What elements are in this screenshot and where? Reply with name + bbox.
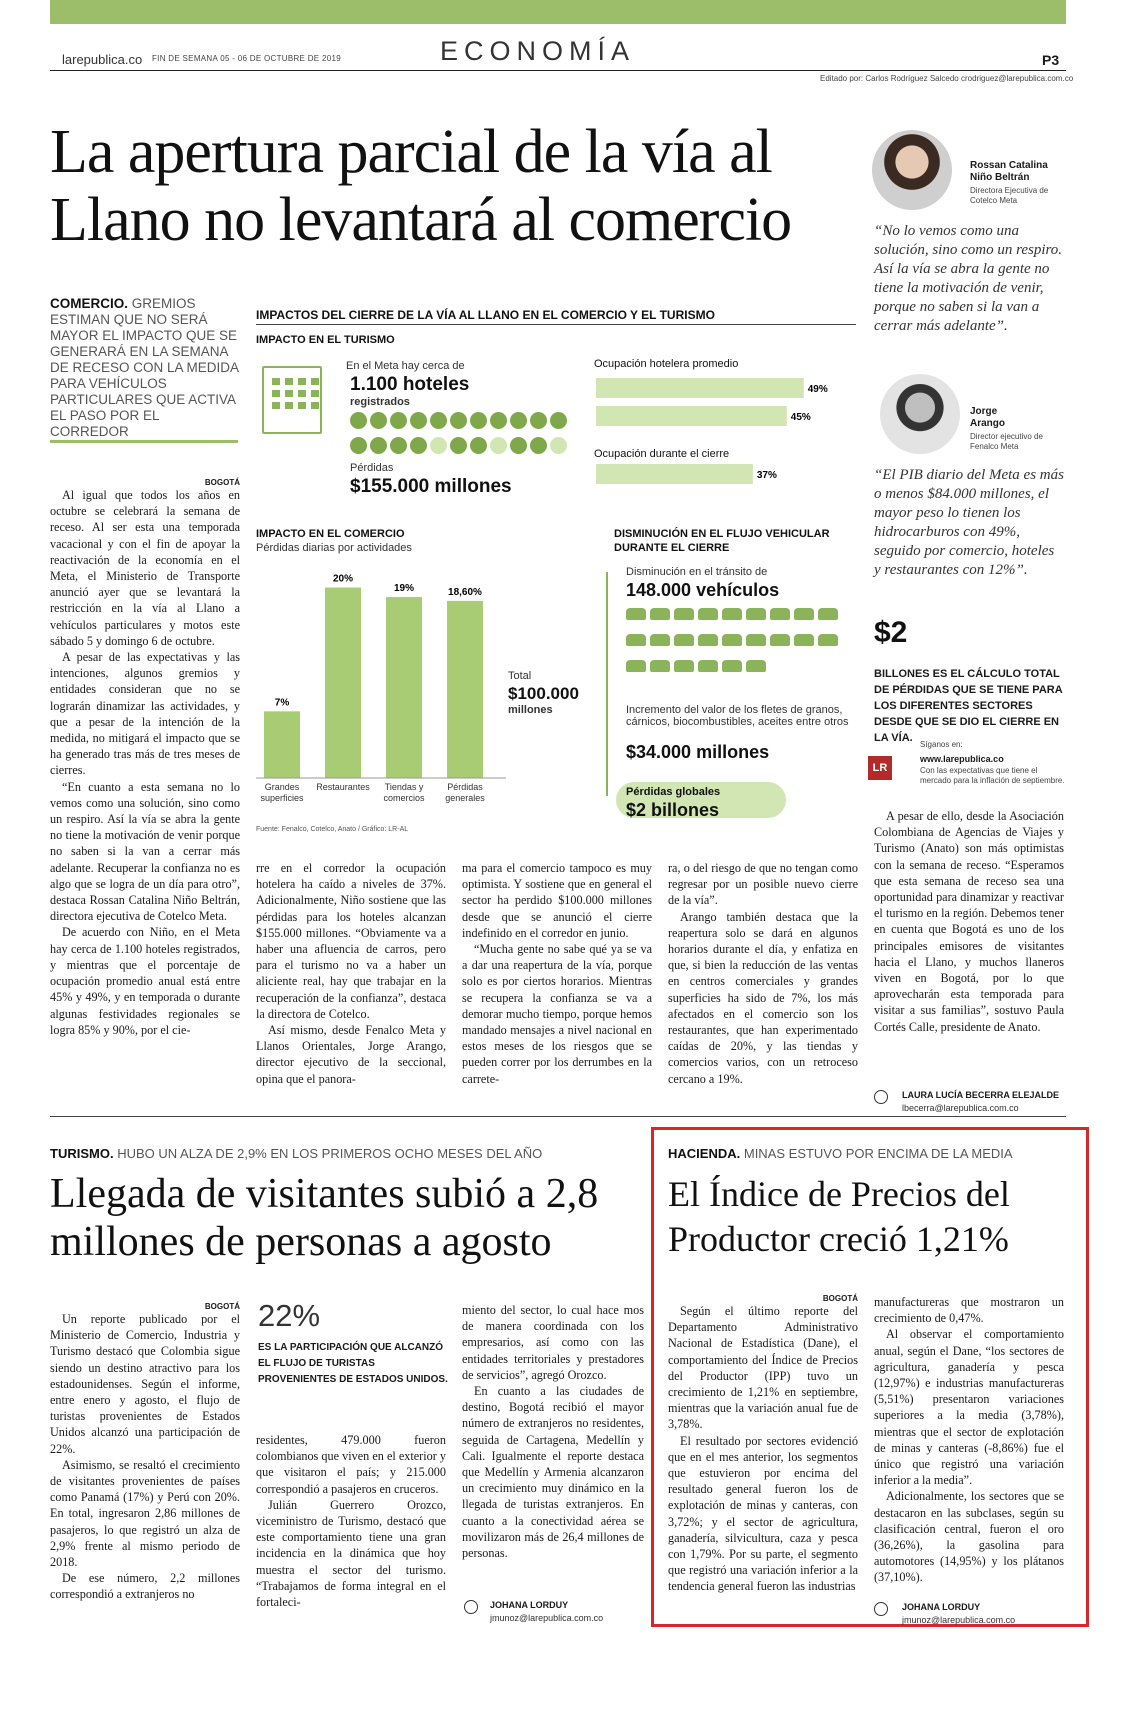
commerce-bar-label: 7%	[274, 697, 290, 709]
car-icon	[770, 634, 790, 646]
avatar-rossan	[872, 130, 952, 210]
article-column-1	[50, 478, 240, 1038]
side-email[interactable]: lbecerra@larepublica.com.co	[902, 1103, 1019, 1113]
total-label: Total	[508, 670, 532, 682]
commerce-category-label: comercios	[383, 793, 425, 803]
name-line: Jorge	[970, 406, 998, 417]
hotel-dot	[510, 412, 527, 429]
car-icon	[650, 634, 670, 646]
car-icon	[818, 634, 838, 646]
commerce-impact-title: IMPACTO EN EL COMERCIO	[256, 528, 405, 540]
hotel-dot	[430, 412, 447, 429]
sidebar-column	[874, 808, 1064, 1035]
car-icon	[650, 608, 670, 620]
car-icon	[674, 660, 694, 672]
car-icon	[698, 660, 718, 672]
infographic-title: IMPACTOS DEL CIERRE DE LA VÍA AL LLANO EN EL COMERCIO Y EL TURISMO	[256, 308, 715, 322]
occupancy-bar	[596, 406, 787, 426]
car-icon	[746, 608, 766, 620]
headline-line: Productor creció 1,21%	[668, 1219, 1009, 1259]
car-icon	[746, 634, 766, 646]
car-icon	[698, 634, 718, 646]
kicker-text: MINAS ESTUVO POR ENCIMA DE LA MEDIA	[743, 1146, 1013, 1161]
hacienda-email[interactable]: jmunoz@larepublica.com.co	[902, 1615, 1016, 1625]
occ-closure-label: Ocupación durante el cierre	[594, 448, 730, 460]
hotels-sub: registrados	[350, 396, 410, 408]
commerce-bar-label: 20%	[332, 573, 354, 585]
paragraph: De acuerdo con Niño, en el Meta hay cerca de 1.100 hoteles registrados, y mientras que el porcentaje de ocupación promedio anual está entre 45% y 49%, y en temporada o durante algunas festividades regionales se logra 85% y 90%, por el cie-	[50, 925, 240, 1037]
hotel-dot	[410, 437, 427, 454]
person2-role	[970, 432, 1043, 452]
person2-name	[970, 406, 1005, 430]
car-icon	[770, 608, 790, 620]
hotel-dot	[550, 412, 567, 429]
person1-role	[970, 186, 1048, 206]
commerce-bar	[264, 711, 300, 778]
freight-label: Incremento del valor de los fletes de granos, cárnicos, biocombustibles, aceites entre otros	[626, 704, 849, 728]
paragraph: Julián Guerrero Orozco, viceministro de Turismo, destacó que este comportamiento tiene una gran incidencia en la dinámica que hoy muestra el sector del turismo. “Trabajamos de forma integral en el fortaleci-	[256, 1497, 446, 1610]
author-icon	[874, 1090, 888, 1104]
commerce-category-label: Restaurantes	[316, 782, 370, 792]
editor-credit: Editado por: Carlos Rodríguez Salcedo crodriguez@larepublica.com.co	[820, 74, 1074, 83]
flow-title-1: DISMINUCIÓN EN EL FLUJO VEHICULAR	[614, 528, 830, 540]
hacienda-byline: JOHANA LORDUY	[902, 1602, 981, 1612]
kicker-tag: TURISMO.	[50, 1146, 114, 1161]
paragraph: ma para el comercio tampoco es muy optimista. Y sostiene que en general el sector ha perdido $100.000 millones desde que se anunció el cierre indefinido en el corredor en junio.	[462, 861, 652, 940]
hotel-dot	[490, 412, 507, 429]
flow-title-2: DURANTE EL CIERRE	[614, 542, 730, 554]
page-number: P3	[1042, 52, 1060, 68]
hotel-dots	[350, 412, 570, 462]
paragraph: Según el último reporte del Departamento Administrativo Nacional de Estadística (Dane), el comportamiento del Índice de Precios del Productor (IPP) tuvo un crecimiento de 1,21% en septiembre, mientras que la variación anual fue de 3,78%.	[668, 1304, 858, 1432]
lr-logo: LR	[868, 756, 892, 780]
masthead-rule	[50, 70, 1066, 71]
role-line: Director ejecutivo de	[970, 432, 1043, 441]
hotel-dot	[350, 437, 367, 454]
commerce-bar-chart	[256, 558, 506, 822]
brand-name[interactable]: larepublica.co	[62, 52, 143, 67]
total-value: $100.000	[508, 684, 579, 703]
occupancy-bar-label: 45%	[790, 412, 811, 423]
commerce-bar-label: 19%	[393, 583, 415, 595]
tourism-figure-text: ES LA PARTICIPACIÓN QUE ALCANZÓ EL FLUJO DE TURISTAS PROVENIENTES DE ESTADOS UNIDOS.	[258, 1342, 448, 1385]
hacienda-column-1	[668, 1294, 858, 1595]
headline-line: Llegada de visitantes subió a 2,8	[50, 1171, 599, 1217]
tourism-impact-title: IMPACTO EN EL TURISMO	[256, 334, 395, 346]
headline-line: El Índice de Precios del	[668, 1174, 1010, 1214]
paragraph: Un reporte publicado por el Ministerio de Comercio, Industria y Turismo destacó que Colombia sigue siendo un destino atractivo para los estadounidenses. Según el informe, entre enero y agosto, el flujo de turistas provenientes de Estados Unidos alcanzó una participación de 22%.	[50, 1312, 240, 1456]
paragraph: rre en el corredor la ocupación hotelera ha caído a niveles de 37%. Adicionalmente, Niño sostiene que las pérdidas para los hoteles alcanzan $155.000 millones. “Obviamente va a haber una afluencia de carros, pero para el turismo no va a haber un aliciente real, hay que trabajar en la recuperación de la confianza”, destaca la directora de Cotelco.	[256, 861, 446, 1021]
main-headline-line-2: Llano no levantará al comercio	[50, 186, 792, 254]
hotel-dot	[470, 412, 487, 429]
flow-label: Disminución en el tránsito de	[626, 566, 768, 578]
car-icon	[818, 608, 838, 620]
car-icon	[674, 634, 694, 646]
headline-line: millones de personas a agosto	[50, 1219, 552, 1265]
global-label: Pérdidas globales	[626, 786, 721, 798]
occupancy-bar-label: 37%	[756, 470, 777, 481]
paragraph: “En cuanto a esta semana no lo vemos como una solución, sino como un respiro. Así la vía se abra la gente no tiene la motivación de venir porque no saben si la van a cerrar más adelante. Recuperar la confianza no es algo que se logra de un día para otro”, destaca Rossan Catalina Niño Beltrán, directora ejecutiva de Cotelco Meta.	[50, 779, 240, 924]
hotel-dot	[410, 412, 427, 429]
dateline: BOGOTÁ	[204, 1302, 240, 1311]
hotel-dot	[390, 437, 407, 454]
paragraph: Asimismo, se resaltó el crecimiento de visitantes provenientes de países como Panamá (17%) y Perú con 20%. En total, ingresaron 2,86 millones de pasajeros, lo que registró un alza de 2,9% frente al mismo periodo de 2018.	[50, 1457, 240, 1570]
freight-value: $34.000 millones	[626, 742, 770, 762]
car-icon	[794, 634, 814, 646]
commerce-category-label: Grandes	[264, 782, 300, 792]
side-byline: LAURA LUCÍA BECERRA ELEJALDE	[902, 1090, 1060, 1100]
main-headline	[50, 118, 850, 254]
paragraph: De ese número, 2,2 millones correspondió a extranjeros no	[50, 1571, 240, 1602]
flow-line	[606, 572, 608, 796]
commerce-category-label: Pérdidas	[447, 782, 483, 792]
hotel-dot	[550, 437, 567, 454]
paragraph: Adicionalmente, los sectores que se destacaron en las subclases, según su clasificación central, fueron el oro (36,26%), la gasolina para automotores (14,95%) y los plátanos (37,10%).	[874, 1489, 1064, 1585]
section-divider	[50, 1116, 1066, 1117]
paragraph: miento del sector, lo cual hace mos de manera coordinada con los empresarios, así como con las entidades territoriales y prestadores de servicios”, agregó Orozco.	[462, 1303, 644, 1382]
section-title: ECONOMÍA	[440, 36, 636, 66]
quote-jorge: “El PIB diario del Meta es más o menos $84.000 millones, el mayor peso lo tienen los hidrocarburos con 49%, seguido por comercio, hoteles y restaurantes con 12%”.	[874, 467, 1064, 578]
total-unit: millones	[508, 704, 553, 716]
commerce-bar	[325, 588, 361, 778]
car-icon	[722, 608, 742, 620]
follow-site[interactable]: www.larepublica.co	[920, 754, 1004, 764]
dateline: BOGOTÁ	[204, 478, 240, 487]
hotel-dot	[430, 437, 447, 454]
infographic-source: Fuente: Fenalco, Cotelco, Anato / Gráfico: LR-AL	[256, 826, 409, 833]
paragraph: A pesar de las expectativas y las intenciones, algunos gremios y entidades consideran que no se lograrán dinamizar las actividades, y que a pesar de la intención de la medida, no mitigará el impacto que se ha generado tras más de tres meses de cierres.	[50, 650, 240, 778]
occupancy-bar-label: 49%	[807, 384, 828, 395]
occupancy-bar	[596, 378, 804, 398]
paragraph: manufactureras que mostraron un crecimiento de 0,47%.	[874, 1295, 1064, 1326]
tourism-figure: 22%	[258, 1298, 321, 1333]
car-icon	[626, 608, 646, 620]
hotel-dot	[510, 437, 527, 454]
tourism-column-2	[256, 1432, 446, 1610]
hacienda-kicker	[668, 1146, 1013, 1161]
car-icon	[722, 660, 742, 672]
hotel-dot	[450, 412, 467, 429]
commerce-bar-label: 18,60%	[448, 586, 482, 598]
kicker-tag: HACIENDA.	[668, 1146, 741, 1161]
commerce-impact-sub: Pérdidas diarias por actividades	[256, 542, 412, 554]
hotel-dot	[350, 412, 367, 429]
top-color-bar	[50, 0, 1066, 24]
tourism-kicker	[50, 1146, 542, 1161]
kicker-tag: COMERCIO.	[50, 296, 129, 311]
hotel-dot	[530, 412, 547, 429]
paragraph: Arango también destaca que la reapertura solo se dará en algunos horarios durante el día, y enfatiza en que, si bien la reducción de las ventas en centros comerciales y grandes superficies ha sido de 7%, los más afectados en el comercio son los restaurantes, que han experimentado caídas de 20%, y las tiendas y comercios varios, con un retroceso cercano a 19%.	[668, 909, 858, 1086]
kicker-text: GREMIOS ESTIMAN QUE NO SERÁ MAYOR EL IMPACTO QUE SE GENERARÁ EN LA SEMANA DE RECESO CON LA MEDIDA PARA VEHÍCULOS PARTICULARES QUE ACTIVA EL PASO POR EL CORREDOR	[50, 296, 239, 439]
car-icon	[722, 634, 742, 646]
author-icon	[874, 1602, 888, 1616]
main-kicker	[50, 296, 240, 440]
tourism-column-3	[462, 1302, 644, 1561]
infographic-rule	[256, 324, 856, 325]
hacienda-column-2	[874, 1294, 1064, 1586]
commerce-category-label: generales	[445, 793, 485, 803]
commerce-bar	[386, 597, 422, 778]
occupancy-bars	[596, 370, 860, 498]
paragraph: Al igual que todos los años en octubre se celebrará la semana de receso. Al ser esta una temporada vacacional y con el fin de apoyar la reactivación de la economía en el Meta, el Ministerio de Transporte anunció ayer que se levantará la restricción en la vía al Llano a vehículos particulares y motos este sábado 5 y domingo 6 de octubre.	[50, 488, 240, 648]
issue-date: FIN DE SEMANA 05 - 06 DE OCTUBRE DE 2019	[152, 54, 341, 63]
losses-label: Pérdidas	[350, 462, 394, 474]
hotels-label: En el Meta hay cerca de	[346, 360, 465, 372]
hotel-dot	[530, 437, 547, 454]
car-icon	[794, 608, 814, 620]
hacienda-headline	[668, 1172, 1078, 1262]
sidebar-figure: $2	[874, 616, 908, 649]
sidebar-figure-text: BILLONES ES EL CÁLCULO TOTAL DE PÉRDIDAS QUE SE TIENE PARA LOS DIFERENTES SECTORES DESDE QUE SE DIO EL CIERRE EN LA VÍA.	[874, 668, 1063, 744]
paragraph: Al observar el comportamiento anual, según el Dane, “los sectores de agricultura, ganadería y pesca (12,97%) e industrias manufactureras (5,51%) presentaron variaciones superiores a la media (3,78%), mientras que el sector de explotación de minas y canteras (-8,86%) fue el único que registró una variación inferior a la media”.	[874, 1327, 1064, 1488]
commerce-category-label: Tiendas y	[384, 782, 424, 792]
paragraph: residentes, 479.000 fueron colombianos que viven en el exterior y que visitaron el país; y 215.000 correspondió a pasajeros en cruceros.	[256, 1433, 446, 1496]
role-line: Cotelco Meta	[970, 196, 1018, 205]
car-icon	[746, 660, 766, 672]
article-column-3	[462, 860, 652, 1087]
commerce-bar	[447, 601, 483, 778]
role-line: Fenalco Meta	[970, 442, 1019, 451]
tourism-headline	[50, 1170, 650, 1266]
occ-avg-label: Ocupación hotelera promedio	[594, 358, 739, 370]
dateline: BOGOTÁ	[822, 1294, 858, 1303]
hotel-icon	[262, 366, 322, 434]
flow-value: 148.000 vehículos	[626, 580, 780, 600]
quote-rossan: “No lo vemos como una solución, sino como un respiro. Así la vía se abra la gente no tiene la motivación de venir, porque no saben si la van a cerrar más adelante”.	[874, 223, 1063, 334]
paragraph: Así mismo, desde Fenalco Meta y Llanos Orientales, Jorge Arango, director ejecutivo de la seccional, opina que el panora-	[256, 1023, 446, 1086]
tourism-email[interactable]: jmunoz@larepublica.com.co	[490, 1613, 604, 1623]
paragraph: “Mucha gente no sabe qué ya se va a dar una reapertura de la vía, porque solo es por ciertos horarios. Mientras se recupera la confianza se va a demorar mucho tiempo, porque hemos mandado mensajes a nivel nacional en estos meses de los riesgos que se pueden correr por los derrumbes en la carrete-	[462, 942, 652, 1086]
hotel-dot	[370, 412, 387, 429]
follow-label: Síganos en:	[920, 740, 963, 749]
global-value: $2 billones	[626, 800, 720, 820]
car-icon	[674, 608, 694, 620]
author-icon	[464, 1600, 478, 1614]
tourism-column-1	[50, 1302, 240, 1603]
paragraph: A pesar de ello, desde la Asociación Colombiana de Agencias de Viajes y Turismo (Anato) son más optimistas con la semana de receso. “Esperamos que esta semana de receso sea una oportunidad para dinamizar y reactivar el turismo en la región. Debemos tener en cuenta que Bogotá es uno de los principales emisores de visitantes hacia el Llano, y muchos llaneros viven en Bogotá, por lo que aprovecharán esta temporada para visitar a sus familias”, sostuvo Paula Cortés Calle, presidente de Anato.	[874, 809, 1064, 1034]
kicker-rule	[50, 440, 238, 443]
paragraph: En cuanto a las ciudades de destino, Bogotá recibió el mayor número de extranjeros no residentes, seguida de Cartagena, Medellín y Cali. Igualmente el reporte destaca que Medellín y Armenia alcanzaron un crecimiento muy dinámico en la llegada de turistas extranjeros. En cuanto a la conectividad aérea se movilizaron más de 26,4 millones de personas.	[462, 1384, 644, 1561]
paragraph: El resultado por sectores evidenció que en el mes anterior, los segmentos que estuvieron por encima del resultado general fueron los de explotación de minas y canteras, con 3,72%; y el sector de agricultura, ganadería, silvicultura, caza y pesca con 1,79%. Por su parte, el segmento que registró una variación inferior a la tendencia general fueron las industrias	[668, 1433, 858, 1594]
follow-desc: Con las expectativas que tiene el mercado para la inflación de septiembre.	[920, 766, 1065, 785]
car-icons	[626, 608, 846, 686]
car-icon	[626, 660, 646, 672]
losses-value: $155.000 millones	[350, 476, 512, 497]
name-line: Niño Beltrán	[970, 172, 1030, 183]
person1-name	[970, 160, 1048, 184]
kicker-text: HUBO UN ALZA DE 2,9% EN LOS PRIMEROS OCHO MESES DEL AÑO	[117, 1146, 543, 1161]
role-line: Directora Ejecutiva de	[970, 186, 1049, 195]
car-icon	[698, 608, 718, 620]
article-column-2	[256, 860, 446, 1087]
hotel-dot	[370, 437, 387, 454]
car-icon	[650, 660, 670, 672]
name-line: Arango	[970, 418, 1005, 429]
avatar-jorge	[880, 374, 960, 454]
name-line: Rossan Catalina	[970, 160, 1048, 171]
hotel-dot	[390, 412, 407, 429]
article-column-4	[668, 860, 858, 1087]
hotel-dot	[490, 437, 507, 454]
hotel-dot	[470, 437, 487, 454]
car-icon	[626, 634, 646, 646]
tourism-byline: JOHANA LORDUY	[490, 1600, 569, 1610]
occupancy-bar	[596, 464, 753, 484]
column-text	[50, 487, 240, 1038]
commerce-category-label: superficies	[260, 793, 304, 803]
hotel-dot	[450, 437, 467, 454]
hotels-value: 1.100 hoteles	[350, 374, 470, 395]
paragraph: ra, o del riesgo de que no tengan como regresar por un posible nuevo cierre de la vía”.	[668, 861, 858, 908]
main-headline-line-1: La apertura parcial de la vía al	[50, 118, 772, 186]
